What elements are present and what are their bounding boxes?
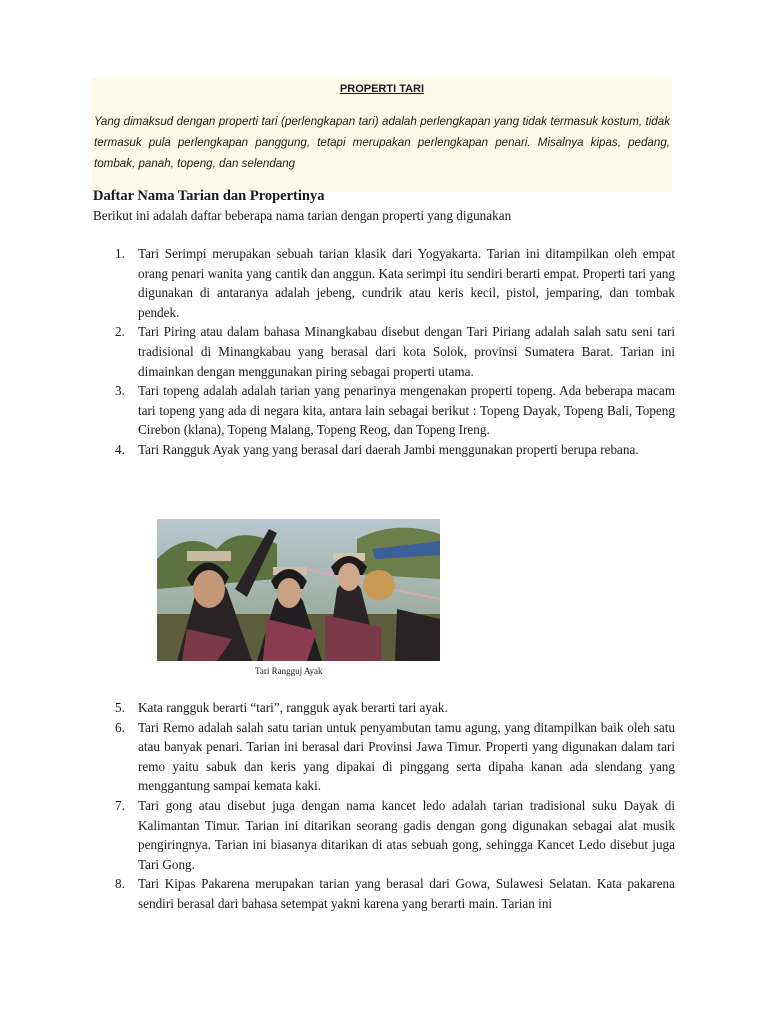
list-item bbox=[115, 718, 675, 796]
list-item-text: Tari Piring atau dalam bahasa Minangkabau disebut dengan Tari Piriang adalah salah satu seni tari tradisional di Minangkabau yang berasal dari kota Solok, provinsi Sumatera Barat. Tarian ini dimainkan dengan menggunakan piring sebagai properti utama. bbox=[138, 324, 675, 379]
list-item-number: 2. bbox=[115, 324, 125, 340]
list-item bbox=[115, 698, 675, 718]
list-item-number: 1. bbox=[115, 246, 125, 261]
callout-title: PROPERTI TARI bbox=[339, 83, 425, 95]
list-item bbox=[115, 381, 675, 440]
dance-list-part-1 bbox=[115, 244, 675, 460]
callout-text: Yang dimaksud dengan properti tari (perlengkapan tari) adalah perlengkapan yang tidak termasuk kostum, tidak termasuk pula perlengkapan panggung, tetapi merupakan perlengkapan penari. Misalnya kipas, pedang, tombak, panah, topeng, dan selendang bbox=[94, 115, 670, 170]
list-item bbox=[115, 244, 675, 322]
list-item-number: 6. bbox=[115, 719, 125, 735]
list-item-number: 4. bbox=[115, 441, 125, 457]
list-item-text: Tari Remo adalah salah satu tarian untuk penyambutan tamu agung, yang ditampilkan baik oleh satu atau banyak penari. Tarian ini berasal dari Provinsi Jawa Timur. Properti yang digunakan dalam tari remo yaitu sabuk dan keris yang dipakai di pinggang serta dipaha kanan ada slendang yang menggantung sampai kemata kaki. bbox=[138, 719, 675, 794]
dance-list-part-2 bbox=[115, 698, 675, 914]
list-item-text: Tari Kipas Pakarena merupakan tarian yang berasal dari Gowa, Sulawesi Selatan. Kata pakarena sendiri berasal dari bahasa setempat yakni karena yang berarti main. Tarian ini bbox=[138, 876, 675, 911]
photo-caption: Tari Rangguj Ayak bbox=[255, 666, 323, 676]
list-item bbox=[115, 322, 675, 381]
list-item-text: Tari topeng adalah adalah tarian yang penarinya mengenakan properti topeng. Ada beberapa macam tari topeng yang ada di negara kita, antara lain sebagai berikut : Topeng Dayak, Topeng Bali, Topeng Cirebon (klana), Topeng Malang, Topeng Reog, dan Topeng Ireng. bbox=[138, 383, 675, 438]
list-item-text: Kata rangguk berarti “tari”, rangguk ayak berarti tari ayak. bbox=[138, 700, 448, 715]
dancers-photo bbox=[157, 519, 440, 661]
list-item-text: Tari gong atau disebut juga dengan nama kancet ledo adalah tarian tradisional suku Dayak di Kalimantan Timur. Tarian ini ditarikan seorang gadis dengan gong digunakan sebagai alat musik pengiringnya. Tarian ini biasanya ditarikan di atas sebuah gong, sehingga Kancet Ledo disebut juga Tari Gong. bbox=[138, 797, 675, 872]
list-item-number: 7. bbox=[115, 797, 125, 813]
list-item bbox=[115, 796, 675, 874]
list-item bbox=[115, 440, 675, 460]
list-item bbox=[115, 874, 675, 913]
list-item-number: 5. bbox=[115, 700, 125, 715]
dancers-photo-illustration bbox=[157, 519, 440, 661]
list-item-number: 8. bbox=[115, 876, 125, 892]
list-item-text: Tari Serimpi merupakan sebuah tarian klasik dari Yogyakarta. Tarian ini ditampilkan oleh empat orang penari wanita yang cantik dan anggun. Kata serimpi itu sendiri berarti empat. Properti tari yang digunakan di antaranya adalah jebeng, cundrik atau keris kecil, pistol, jemparing, dan tombak pendek. bbox=[138, 246, 675, 320]
section-intro: Berikut ini adalah daftar beberapa nama tarian dengan properti yang digunakan bbox=[93, 208, 512, 223]
list-item-text: Tari Rangguk Ayak yang yang berasal dari daerah Jambi menggunakan properti berupa rebana. bbox=[138, 441, 639, 457]
list-item-number: 3. bbox=[115, 383, 125, 399]
callout-box bbox=[92, 78, 672, 192]
section-heading: Daftar Nama Tarian dan Propertinya bbox=[93, 188, 325, 204]
